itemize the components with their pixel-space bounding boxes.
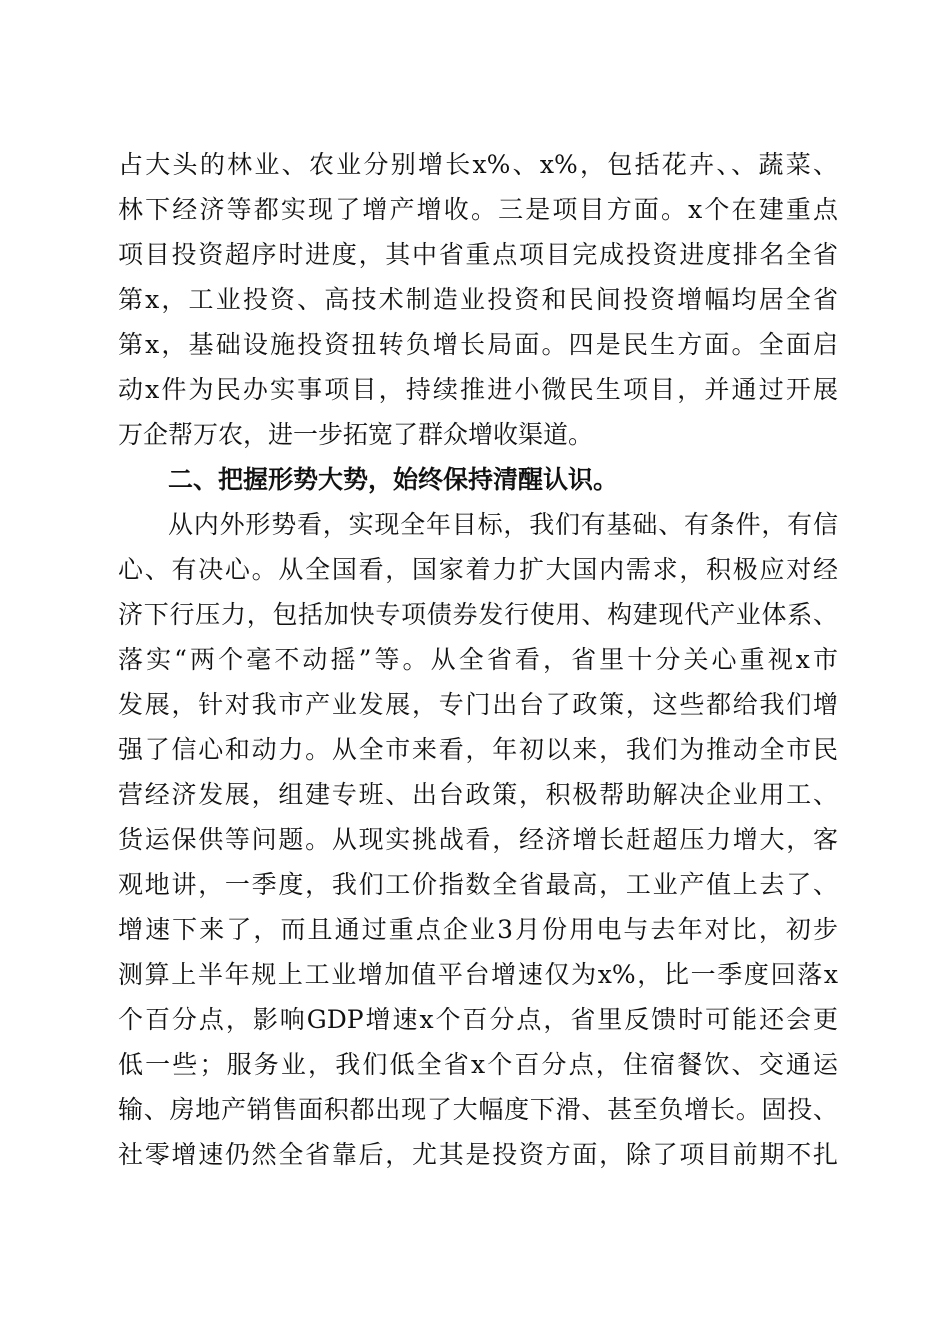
paragraph-2-line-15: 社零增速仍然全省靠后，尤其是投资方面，除了项目前期不扎 — [118, 1140, 838, 1169]
paragraph-2-line-7: 营经济发展，组建专班、出台政策，积极帮助解决企业用工、 — [118, 780, 838, 809]
section-heading: 二、把握形势大势，始终保持清醒认识。 — [168, 465, 619, 494]
paragraph-1-line-2: 林下经济等都实现了增产增收。三是项目方面。x个在建重点 — [118, 195, 838, 224]
paragraph-2-line-2: 心、有决心。从全国看，国家着力扩大国内需求，积极应对经 — [118, 555, 838, 584]
paragraph-2-line-4: 落实“两个毫不动摇”等。从全省看，省里十分关心重视x市 — [118, 645, 838, 674]
paragraph-1-line-6: 动x件为民办实事项目，持续推进小微民生项目，并通过开展 — [118, 375, 838, 404]
paragraph-2-line-6: 强了信心和动力。从全市来看，年初以来，我们为推动全市民 — [118, 735, 838, 764]
paragraph-1-line-5: 第x，基础设施投资扭转负增长局面。四是民生方面。全面启 — [118, 330, 838, 359]
paragraph-1-line-3: 项目投资超序时进度，其中省重点项目完成投资进度排名全省 — [118, 240, 838, 269]
paragraph-2-line-14: 输、房地产销售面积都出现了大幅度下滑、甚至负增长。固投、 — [118, 1095, 838, 1124]
paragraph-2-line-10: 增速下来了，而且通过重点企业3月份用电与去年对比，初步 — [118, 915, 838, 944]
paragraph-2-line-12: 个百分点，影响GDP增速x个百分点，省里反馈时可能还会更 — [118, 1005, 838, 1034]
paragraph-2-line-11: 测算上半年规上工业增加值平台增速仅为x%，比一季度回落x — [118, 960, 838, 989]
paragraph-2-line-5: 发展，针对我市产业发展，专门出台了政策，这些都给我们增 — [118, 690, 838, 719]
paragraph-2-line-9: 观地讲，一季度，我们工价指数全省最高，工业产值上去了、 — [118, 870, 838, 899]
paragraph-2-line-13: 低一些；服务业，我们低全省x个百分点，住宿餐饮、交通运 — [118, 1050, 838, 1079]
paragraph-2-line-8: 货运保供等问题。从现实挑战看，经济增长赶超压力增大，客 — [118, 825, 838, 854]
paragraph-2-line-3: 济下行压力，包括加快专项债券发行使用、构建现代产业体系、 — [118, 600, 838, 629]
paragraph-1-line-4: 第x，工业投资、高技术制造业投资和民间投资增幅均居全省 — [118, 285, 838, 314]
paragraph-2-line-1: 从内外形势看，实现全年目标，我们有基础、有条件，有信 — [168, 510, 838, 539]
paragraph-1-line-7: 万企帮万农，进一步拓宽了群众增收渠道。 — [118, 420, 594, 449]
paragraph-1-line-1: 占大头的林业、农业分别增长x%、x%，包括花卉、、蔬菜、 — [118, 150, 838, 179]
